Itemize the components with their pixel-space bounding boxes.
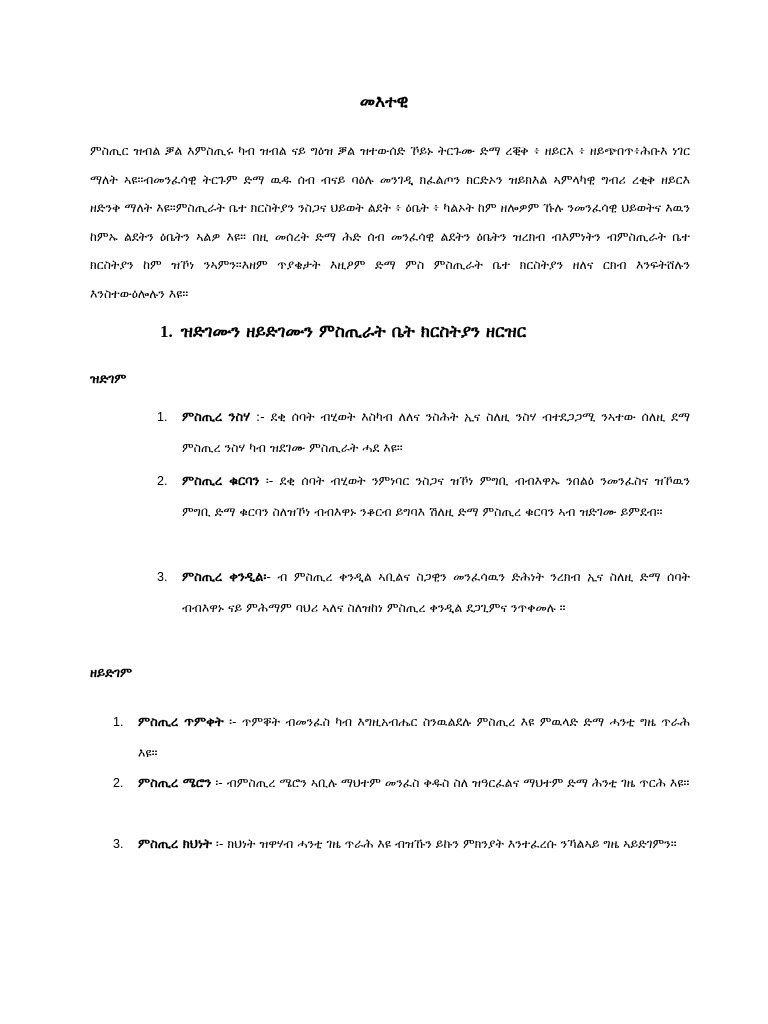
- list-item: [113, 768, 690, 799]
- list-item-term: ምስጢረ ክህነት: [138, 837, 212, 852]
- non-repeatable-heading: ዘይድገም: [90, 666, 133, 681]
- repeatable-heading: ዝድገም: [90, 372, 127, 387]
- list-item-text: ፡- ደቂ ሰባት ብሂወት ንምነባር ንስጋና ዝኾነ ምግቢ ብብእዋኡ ንበልዕ ንመንፈስና ዝኾዉን ምግቢ ድማ ቁርባን ስለዝኾነ ብብእዋኑ ንቆርብ ይግባእ ሽለዚ ድማ ምስጢረ ቁርባን ኣብ ዝድገሙ ይምደብ።: [182, 473, 690, 519]
- list-item-term: ምስጢረ ንስሃ: [182, 410, 251, 425]
- list-item-term: ምስጢረ ሜሮን: [138, 776, 212, 791]
- list-item-term: ምስጢረ ጥምቀት: [138, 715, 224, 730]
- list-item-term: ምስጢረ ቁርባን: [182, 474, 260, 489]
- section-number: 1.: [160, 322, 173, 341]
- list-item-number: 1.: [157, 410, 168, 424]
- list-item-number: 2.: [157, 474, 168, 488]
- list-item-text: ፡- ጥምቐት ብመንፈስ ካብ እግዚአብሔር ስንዉልደሉ ምስጢረ እዩ ምዉላድ ድማ ሓንቲ ግዜ ጥራሕ እዩ።: [138, 714, 690, 760]
- list-item-number: 2.: [113, 776, 124, 790]
- list-item-text: ፡- ብምስጢረ ሜሮን ኣቢሉ ማህተም መንፈስ ቅዱስ ስለ ዝዓርፈልና ማህተም ድማ ሕንቲ ገዜ ጥርሕ እዩ።: [211, 775, 690, 790]
- list-item-number: 1.: [113, 715, 124, 729]
- list-item-text: - ብ ምስጢረ ቀንዲል ኣቢልና ስጋዊን መንፈሳዉን ድሕነት ንረክብ ኢና ስለዚ ድማ ሰባት ብብእዋኑ ናይ ምሕማም ባህሪ ኣለና ስለዝከነ ምስጢረ ቀንዲል ደጋጊምና ንጥቀመሉ ።: [182, 569, 690, 615]
- list-item-text: ፡- ክህነት ዝዋሃብ ሓንቲ ገዜ ጥራሕ እዩ ብዝኹን ይኩን ምክንያት እንተፈረሱ ንኻልኣይ ግዜ ኣይድገምን።: [211, 836, 677, 851]
- section-heading: [160, 322, 526, 342]
- list-item: [113, 829, 690, 860]
- list-item: [157, 466, 690, 527]
- list-item-term: ምስጢረ ቀንዲል፡: [182, 570, 267, 585]
- list-item: [157, 562, 690, 623]
- list-item: [113, 707, 690, 768]
- list-item-text: :- ደቂ ሰባት ብሂወት እስካብ ለለና ንስሕት ኢና ስለዚ ንስሃ ብተደጋጋሚ ንኣተው ሰለዚ ደማ ምስጢረ ንስሃ ካብ ዝደገሙ ምስጢራት ሓደ እዩ።: [182, 409, 690, 455]
- list-item-number: 3.: [113, 837, 124, 851]
- list-item-number: 3.: [157, 570, 168, 584]
- section-title: ዝድገሙን ዘይድገሙን ምስጢራት ቤት ክርስትያን ዘርዝር: [180, 322, 527, 342]
- document-title: መእተዊ: [359, 92, 409, 112]
- intro-paragraph: ምስጢር ዝብል ቓል እምስጢሩ ካብ ዝብል ናይ ግዕዝ ቓል ዝተውሰድ ኾይኑ ትርጉሙ ድማ ረቒቅ ፥ ዘይርእ ፥ ዘይጭበጥ፥ሕቡእ ነገር ማለት ኣዩ።ብመንፈሳዊ ትርጉም ድማ ዉዱ ሰብ ብናይ ባዕሉ መንገዲ ክፈልጦን ክርድኦን ዝይክእል ኣምላካዊ ግብሪ ረቂቅ ዘይርእ ዘድንቅ ማለት እዩ።ምስጢራት ቤተ ክርስትያን ንስጋና ህይወት ልደት ፥ ዕቤት ፥ ካልኦት ከም ዘሎዎም ኹሉ ንመንፈሳዊ ህይወትና እዉን ከምኡ ልደትን ዕቤትን ኣልዎ እዩ። በዚ መሰረት ድማ ሕድ ሰብ መንፈሳዊ ልደትን ዕቤትን ዝረክብ ብእምነትን ብምስጢራት ቤተ ክርስትያን ከም ዝኾነ ንኣምን።እዘም ጥያቄታት እዚዖም ድማ ምስ ምስጢራት ቤተ ክርስትያን ዘለና ርክብ እንፍትሸሉን እንስተውዕሎሉን እዩ።: [90, 143, 690, 301]
- list-item: [157, 402, 690, 463]
